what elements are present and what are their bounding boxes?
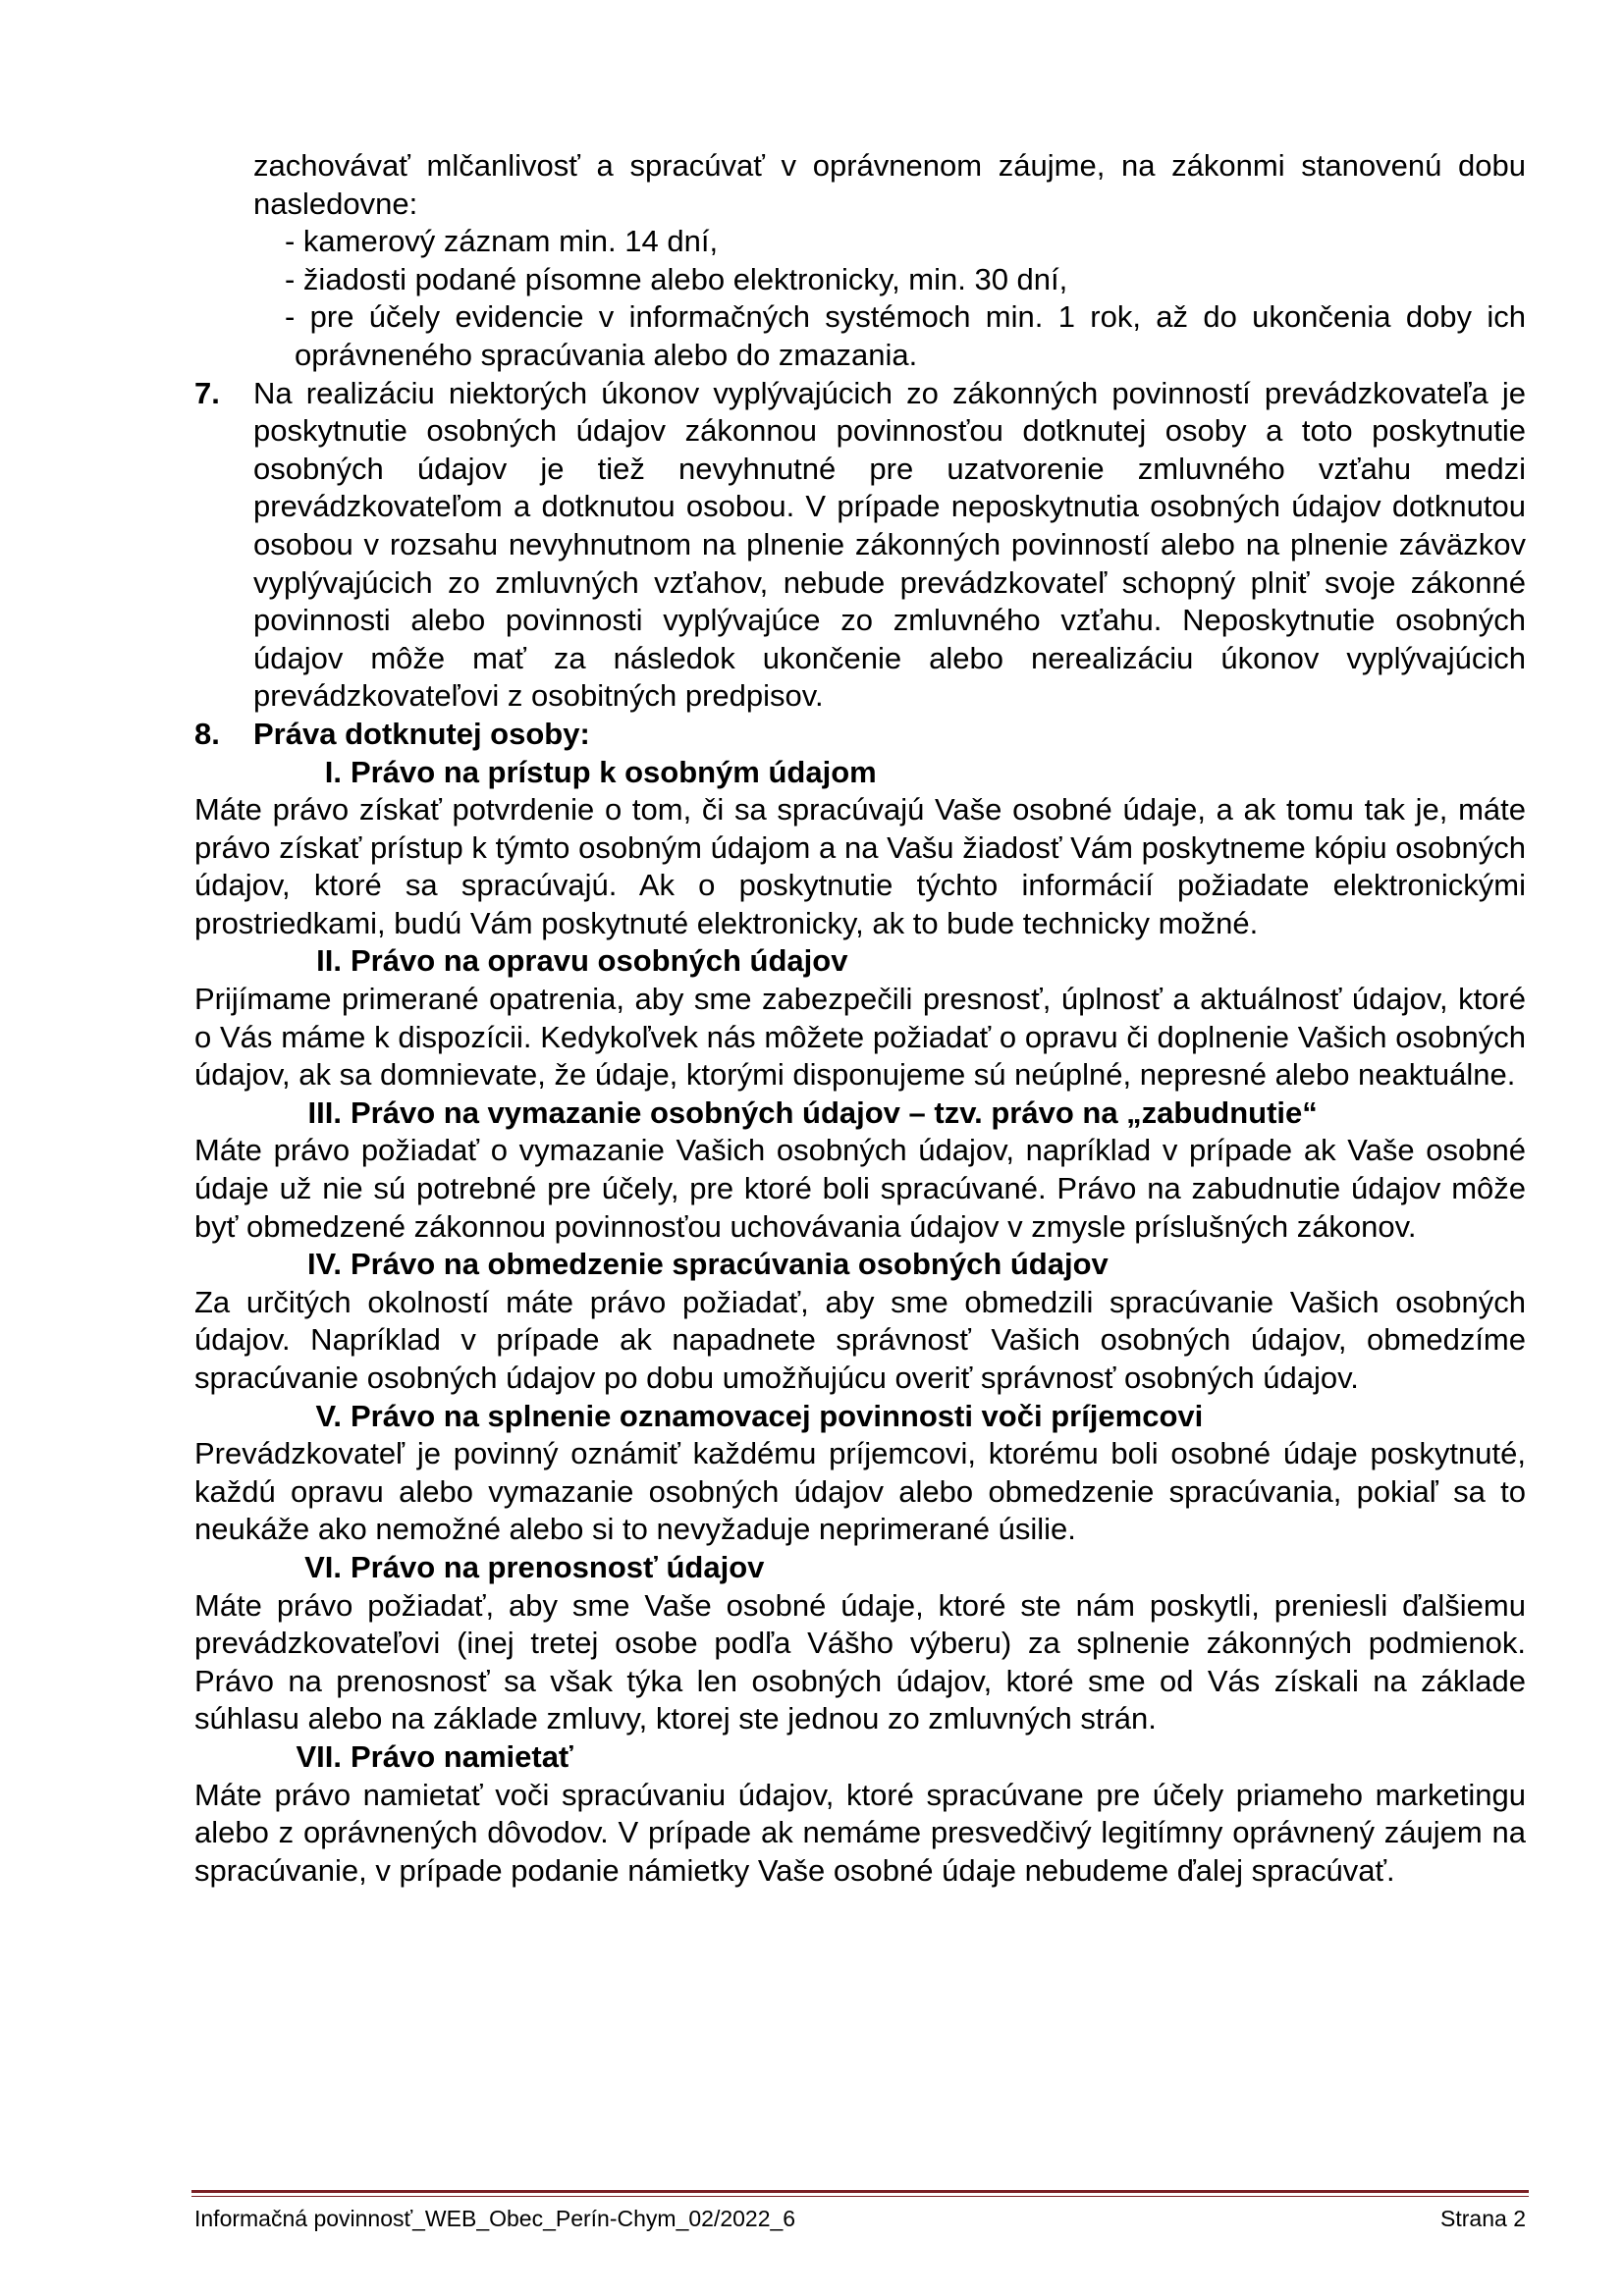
right-title: Právo na vymazanie osobných údajov – tzv. právo na „zabudnutie“ — [351, 1095, 1318, 1130]
retention-item-requests: - žiadosti podané písomne alebo elektronicky, min. 30 dní, — [285, 261, 1068, 296]
footer-page-number: Strana 2 — [1440, 2206, 1526, 2231]
right-title: Právo na splnenie oznamovacej povinnosti voči príjemcovi — [351, 1398, 1204, 1433]
section-7-text: Na realizáciu niektorých úkonov vyplývajúcich zo zákonných povinností prevádzkovateľa je poskytnutie osobných údajov zákonnou povinnosťou dotknutej osoby a toto poskytnutie osobných údajov je tiež nevyhnutné pre uzatvorenie zmluvného vzťahu medzi prevádzkovateľom a dotknutou osobou. V prípade neposkytnutia osobných údajov dotknutou osobou v rozsahu nevyhnutnom na plnenie zákonných povinností alebo na plnenie záväzkov vyplývajúcich zo zmluvných vzťahov, nebude prevádzkovateľ schopný plniť svoje zákonné povinnosti alebo povinnosti vyplývajúce zo zmluvného vzťahu. Neposkytnutie osobných údajov môže mať za následok ukončenie alebo nerealizáciu úkonov vyplývajúcich prevádzkovateľovi z osobitných predpisov. — [253, 375, 1526, 714]
footer-divider-thin — [191, 2196, 1529, 2197]
right-numeral: VII. — [296, 1738, 342, 1774]
right-numeral: II. — [316, 943, 342, 979]
right-heading-notification — [194, 1398, 1526, 1436]
right-text-restriction: Za určitých okolností máte právo požiadať, aby sme obmedzili spracúvanie Vašich osobných údajov. Napríklad v prípade ak napadnete správnosť Vašich osobných údajov, obmedzíme spracúvanie osobných údajov po dobu umožňujúcu overiť správnosť osobných údajov. — [194, 1284, 1526, 1395]
right-heading-portability — [194, 1549, 1526, 1587]
document-body — [194, 147, 1526, 1890]
right-title: Právo na opravu osobných údajov — [351, 943, 848, 979]
right-title: Právo na prenosnosť údajov — [351, 1549, 765, 1584]
right-title: Právo na prístup k osobným údajom — [351, 754, 877, 789]
retention-item-systems: - pre účely evidencie v informačných systémoch min. 1 rok, až do ukončenia doby ich oprávneného spracúvania alebo do zmazania. — [285, 299, 1526, 372]
right-numeral: I. — [324, 754, 342, 789]
section-number: 7. — [194, 375, 220, 410]
right-text-objection: Máte právo namietať voči spracúvaniu údajov, ktoré spracúvane pre účely priameho marketingu alebo z oprávnených dôvodov. V prípade ak nemáme presvedčivý legitímny oprávnený záujem na spracúvanie, v prípade podanie námietky Vaše osobné údaje nebudeme ďalej spracúvať. — [194, 1777, 1526, 1888]
section-8 — [194, 716, 1526, 754]
section-7 — [194, 375, 1526, 716]
section-number: 8. — [194, 716, 220, 751]
footer-document-name: Informačná povinnosť_WEB_Obec_Perín-Chym_02/2022_6 — [194, 2206, 796, 2231]
section-8-title: Práva dotknutej osoby: — [253, 716, 590, 751]
right-heading-rectification — [194, 942, 1526, 981]
right-text-rectification: Prijímame primerané opatrenia, aby sme zabezpečili presnosť, úplnosť a aktuálnosť údajov, ktoré o Vás máme k dispozícii. Kedykoľvek nás môžete požiadať o opravu či doplnenie Vašich osobných údajov, ak sa domnievate, že údaje, ktorými disponujeme sú neúplné, nepresné alebo neaktuálne. — [194, 982, 1526, 1093]
continuation-paragraph: zachovávať mlčanlivosť a spracúvať v oprávnenom záujme, na zákonmi stanovenú dobu nasledovne: — [253, 148, 1526, 221]
right-text-erasure: Máte právo požiadať o vymazanie Vašich osobných údajov, napríklad v prípade ak Vaše osobné údaje už nie sú potrebné pre účely, pre ktoré boli spracúvané. Právo na zabudnutie údajov môže byť obmedzené zákonnou povinnosťou uchovávania údajov v zmysle príslušných zákonov. — [194, 1133, 1526, 1244]
right-numeral: IV. — [306, 1247, 342, 1282]
right-text-portability: Máte právo požiadať, aby sme Vaše osobné údaje, ktoré ste nám poskytli, preniesli ďalšiemu prevádzkovateľovi (inej tretej osobe podľa Vášho výberu) za splnenie zákonných podmienok. Právo na prenosnosť sa však týka len osobných údajov, ktoré sme od Vás získali na základe súhlasu alebo na základe zmluvy, ktorej ste jednou zo zmluvných strán. — [194, 1587, 1526, 1736]
right-numeral: V. — [315, 1398, 342, 1433]
right-title: Právo namietať — [351, 1738, 573, 1774]
right-text-access: Máte právo získať potvrdenie o tom, či sa spracúvajú Vaše osobné údaje, a ak tomu tak je, máte právo získať prístup k týmto osobným údajom a na Vašu žiadosť Vám poskytneme kópiu osobných údajov, ktoré sa spracúvajú. Ak o poskytnutie týchto informácií požiadate elektronickými prostriedkami, budú Vám poskytnuté elektronicky, ak to bude technicky možné. — [194, 792, 1526, 940]
right-heading-erasure — [194, 1095, 1526, 1133]
footer-divider — [191, 2190, 1529, 2193]
right-text-notification: Prevádzkovateľ je povinný oznámiť každému príjemcovi, ktorému boli osobné údaje poskytnuté, každú opravu alebo vymazanie osobných údajov alebo obmedzenie spracúvania, pokiaľ sa to neukáže ako nemožné alebo si to nevyžaduje neprimerané úsilie. — [194, 1436, 1526, 1547]
right-title: Právo na obmedzenie spracúvania osobných údajov — [351, 1247, 1109, 1282]
right-numeral: III. — [307, 1095, 342, 1130]
retention-item-camera: - kamerový záznam min. 14 dní, — [285, 224, 719, 259]
right-heading-objection — [194, 1738, 1526, 1777]
right-heading-access — [194, 754, 1526, 792]
right-heading-restriction — [194, 1246, 1526, 1284]
right-numeral: VI. — [304, 1549, 342, 1584]
